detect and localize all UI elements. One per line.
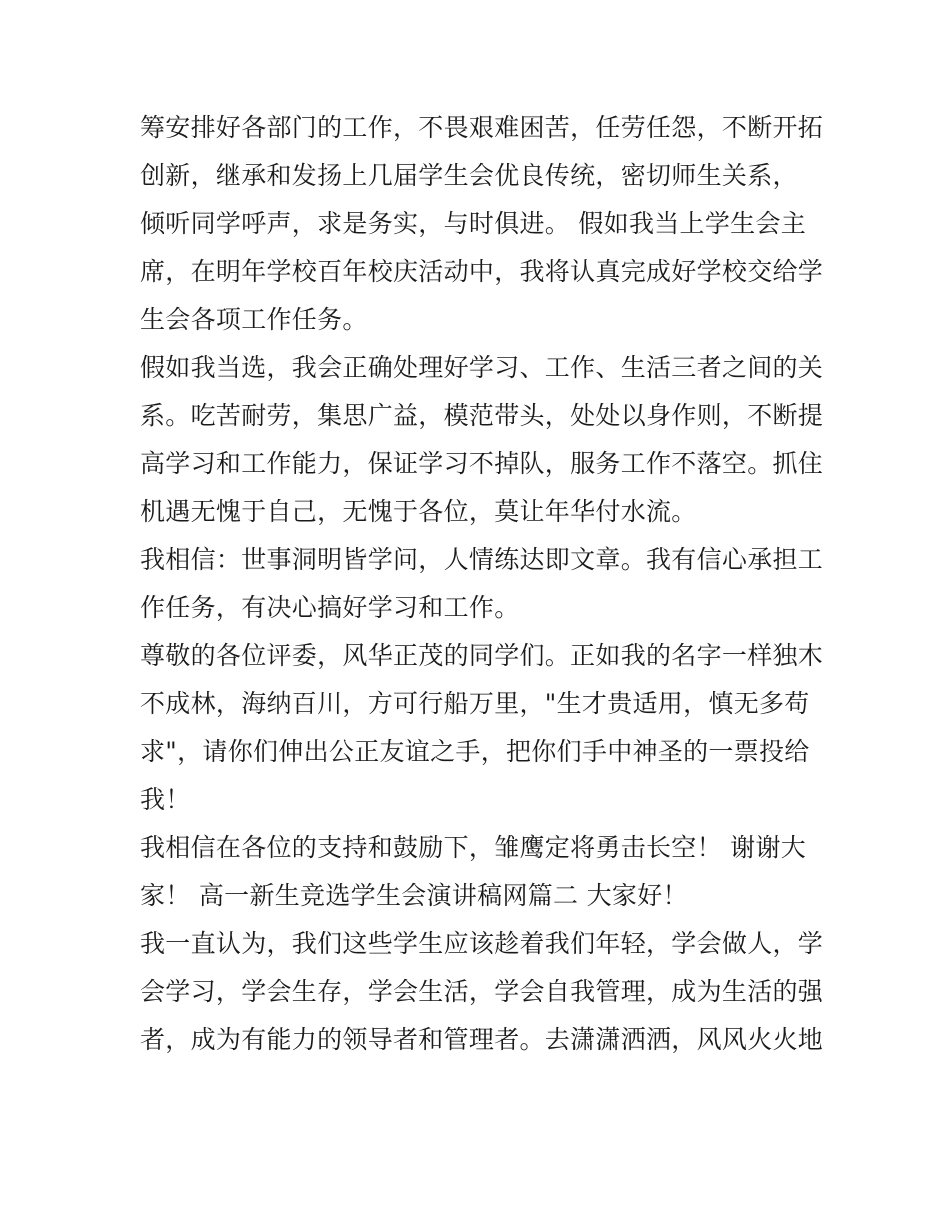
text-line: 求"，请你们伸出公正友谊之手，把你们手中神圣的一票投给 — [140, 737, 810, 766]
text-line: 创新，继承和发扬上几届学生会优良传统，密切师生关系， — [140, 161, 798, 190]
text-line: 席，在明年学校百年校庆活动中，我将认真完成好学校交给学 — [140, 257, 824, 286]
text-line: 筹安排好各部门的工作，不畏艰难困苦，任劳任怨，不断开拓 — [140, 113, 824, 142]
text-line: 假如我当选，我会正确处理好学习、工作、生活三者之间的关 — [140, 353, 824, 382]
text-line: 作任务，有决心搞好学习和工作。 — [140, 593, 520, 622]
text-line: 家！ 高一新生竞选学生会演讲稿网篇二 大家好！ — [140, 881, 688, 910]
text-line: 系。吃苦耐劳，集思广益，模范带头，处处以身作则，不断提 — [140, 401, 824, 430]
document-body — [140, 104, 824, 1064]
text-line: 我相信：世事洞明皆学问，人情练达即文章。我有信心承担工 — [140, 545, 824, 574]
text-line: 尊敬的各位评委，风华正茂的同学们。正如我的名字一样独木 — [140, 641, 824, 670]
text-line: 我！ — [140, 785, 191, 814]
text-line: 不成林，海纳百川，方可行船万里，"生才贵适用，慎无多苟 — [140, 689, 810, 718]
text-line: 高学习和工作能力，保证学习不掉队，服务工作不落空。抓住 — [140, 449, 824, 478]
text-line: 会学习，学会生存，学会生活，学会自我管理，成为生活的强 — [140, 977, 824, 1006]
text-line: 我相信在各位的支持和鼓励下，雏鹰定将勇击长空！ 谢谢大 — [140, 833, 807, 862]
text-line: 我一直认为，我们这些学生应该趁着我们年轻，学会做人，学 — [140, 929, 824, 958]
text-line: 者，成为有能力的领导者和管理者。去潇潇洒洒，风风火火地 — [140, 1025, 824, 1054]
text-line: 生会各项工作任务。 — [140, 305, 368, 334]
text-line: 倾听同学呼声，求是务实，与时俱进。 假如我当上学生会主 — [140, 209, 807, 238]
text-line: 机遇无愧于自己，无愧于各位，莫让年华付水流。 — [140, 497, 697, 526]
